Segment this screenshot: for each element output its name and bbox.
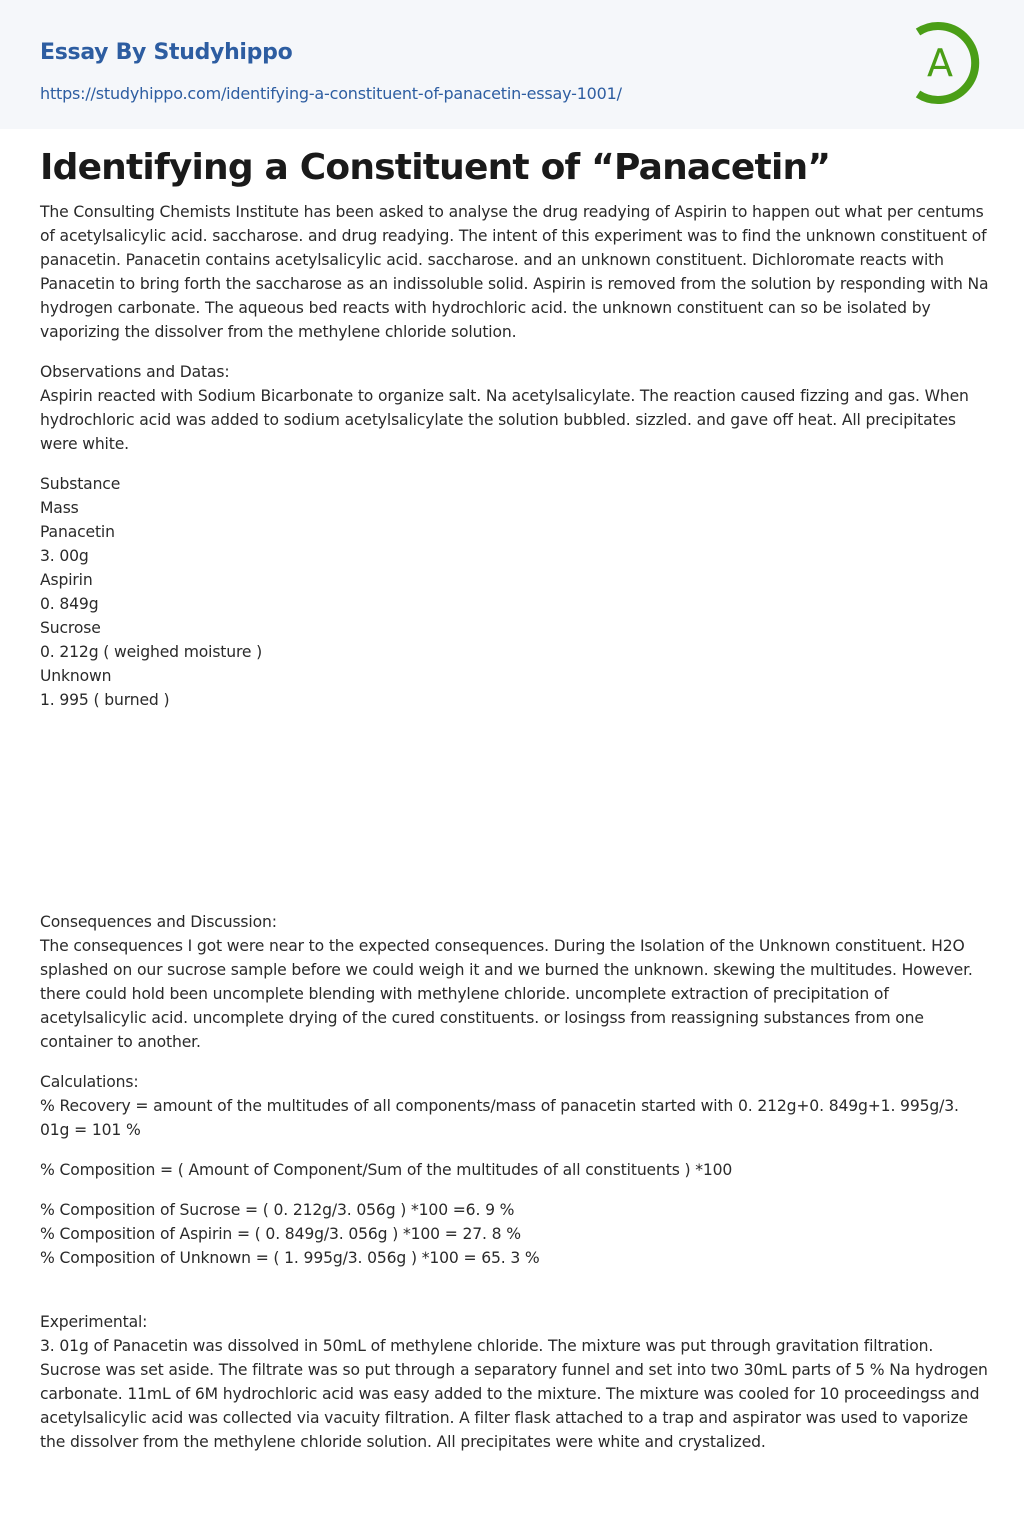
observations-text: Aspirin reacted with Sodium Bicarbonate to organize salt. Na acetylsalicylate. The reaction caused fizzing and gas. When hydrochloric acid was added to sodium acetylsalicylate the solution bubbled. sizzled. and gave off heat. All precipitates were white. [40, 387, 969, 453]
composition-aspirin: % Composition of Aspirin = ( 0. 849g/3. 056g ) *100 = 27. 8 % [40, 1225, 521, 1243]
experimental-text: 3. 01g of Panacetin was dissolved in 50mL of methylene chloride. The mixture was put through gravitation filtration. Sucrose was set aside. The filtrate was so put through a separatory funnel and set into two 30mL parts of 5 % Na hydrogen carbonate. 11mL of 6M hydrochloric acid was easy added to the mixture. The mixture was cooled for 10 proceedingss and acetylsalicylic acid was collected via vacuity filtration. A filter flask attached to a trap and aspirator was used to vaporize the dissolver from the methylene chloride solution. All precipitates were white and crystalized. [40, 1337, 988, 1451]
logo-letter: A [927, 41, 953, 85]
experimental-section [40, 1310, 990, 1454]
article-body [40, 200, 990, 1470]
brand-title[interactable]: Essay By Studyhippo [40, 40, 293, 65]
mass-table [40, 472, 990, 712]
calculations-section [40, 1070, 990, 1142]
table-cell-substance: Sucrose [40, 619, 101, 637]
blank-space [40, 1270, 990, 1310]
discussion-text: The consequences I got were near to the expected consequences. During the Isolation of the Unknown constituent. H2O splashed on our sucrose sample before we could weigh it and we burned the unknown. skewing the multitudes. However. there could hold been uncomplete blending with methylene chloride. uncomplete extraction of precipitation of acetylsalicylic acid. uncomplete drying of the cured constituents. or losingss from reassigning substances from one container to another. [40, 937, 973, 1051]
observations-section [40, 360, 990, 456]
table-cell-substance: Panacetin [40, 523, 115, 541]
article-title: Identifying a Constituent of “Panacetin” [40, 147, 831, 188]
table-cell-mass: 0. 849g [40, 595, 99, 613]
calculations-heading: Calculations: [40, 1073, 139, 1091]
blank-space [40, 712, 990, 910]
composition-results [40, 1198, 990, 1270]
table-cell-mass: 1. 995 ( burned ) [40, 691, 170, 709]
table-cell-substance: Aspirin [40, 571, 93, 589]
observations-heading: Observations and Datas: [40, 363, 230, 381]
table-header-mass: Mass [40, 499, 79, 517]
composition-formula: % Composition = ( Amount of Component/Sum of the multitudes of all constituents ) *100 [40, 1161, 733, 1179]
discussion-section [40, 910, 990, 1054]
experimental-heading: Experimental: [40, 1313, 148, 1331]
discussion-heading: Consequences and Discussion: [40, 913, 277, 931]
recovery-formula: % Recovery = amount of the multitudes of all components/mass of panacetin started with 0. 212g+0. 849g+1. 995g/3. 01g = 101 % [40, 1097, 959, 1139]
composition-unknown: % Composition of Unknown = ( 1. 995g/3. 056g ) *100 = 65. 3 % [40, 1249, 540, 1267]
studyhippo-logo-icon[interactable] [908, 18, 992, 108]
table-cell-substance: Unknown [40, 667, 112, 685]
intro-paragraph: The Consulting Chemists Institute has been asked to analyse the drug readying of Aspirin to happen out what per centums of acetylsalicylic acid. saccharose. and drug readying. The intent of this experiment was to find the unknown constituent of panacetin. Panacetin contains acetylsalicylic acid. saccharose. and an unknown constituent. Dichloromate reacts with Panacetin to bring forth the saccharose as an indissoluble solid. Aspirin is removed from the solution by responding with Na hydrogen carbonate. The aqueous bed reacts with hydrochloric acid. the unknown constituent can so be isolated by vaporizing the dissolver from the methylene chloride solution. [40, 203, 989, 341]
page-url-link[interactable]: https://studyhippo.com/identifying-a-constituent-of-panacetin-essay-1001/ [40, 84, 622, 103]
table-cell-mass: 0. 212g ( weighed moisture ) [40, 643, 263, 661]
table-header-substance: Substance [40, 475, 121, 493]
composition-sucrose: % Composition of Sucrose = ( 0. 212g/3. 056g ) *100 =6. 9 % [40, 1201, 515, 1219]
table-cell-mass: 3. 00g [40, 547, 89, 565]
